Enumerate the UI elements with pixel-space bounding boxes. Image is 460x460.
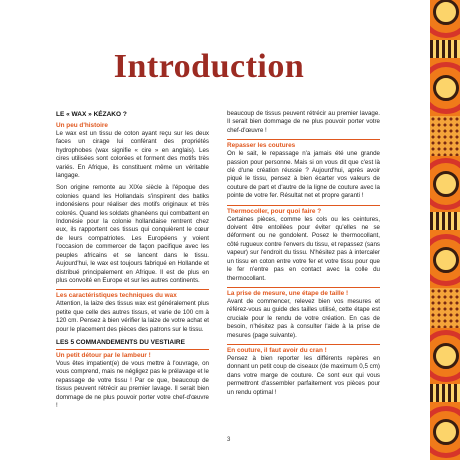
wax-ring-motif (430, 0, 460, 38)
paragraph-notches: Pensez à bien reporter les différents repères en donnant un petit coup de ciseaux (de maximum 0,5 cm) dans votre marge de couture. Ce sont eux qui vous permettront d'assembler parfaitement vos pièces pour un rendu optimal ! (227, 354, 380, 396)
subheading-measurements: La prise de mesure, une étape de taille ! (227, 287, 380, 298)
paragraph-prewash: Vous êtes impatient(e) de vous mettre à l'ouvrage, on vous comprend, mais ne négligez pas le prélavage et le repassage de votre tissu ! Par ce que, beaucoup de tissus peuvent rétrécir au premier lavage. Il serait bien dommage de ne plus pouvoir porter votre chef-d'œuvre ! (56, 359, 209, 409)
paragraph-technical: Attention, la laize des tissus wax est généralement plus petite que celle des autres tissus, et varie de 100 cm à 120 cm. Pensez à bien vérifier la laize de votre achat et pour le placement des pièces des patrons sur le tissu. (56, 300, 209, 333)
paragraph-history-1: Le wax est un tissu de coton ayant reçu sur les deux faces un cirage lui conférant des propriétés hydrophobes (wax signifie « cire » en anglais). Les cires utilisées sont colorées et forment des motifs très variés. En Afrique, ils constituent même un véritable langage. (56, 130, 209, 180)
subheading-ironing: Repasser les coutures (227, 139, 380, 150)
wax-pattern-border (430, 0, 460, 460)
page-title: Introduction (113, 48, 305, 85)
paragraph-continued: beaucoup de tissus peuvent rétrécir au premier lavage. Il serait bien dommage de ne plus pouvoir porter votre chef-d'œuvre ! (227, 110, 380, 134)
paragraph-ironing: On le sait, le repassage n'a jamais été une grande passion pour personne. Mais si on vous dit que c'est là clé d'une création réussie ? Aujourd'hui, après avoir piqué le tissu, pensez à bien écarter vos valeurs de couture de part et d'autre de la ligne de couture avec la pointe de votre fer. Résultat net et propre garanti ! (227, 150, 380, 200)
wax-band-motif (430, 212, 460, 230)
wax-ring-motif (430, 406, 460, 458)
wax-band-motif (430, 384, 460, 402)
subheading-prewash: Un petit détour par le lambeur ! (56, 349, 209, 360)
paragraph-interfacing: Certaines pièces, comme les cols ou les ceintures, doivent être entoilées pour éviter qu'elles ne se déforment ou ne gondolent. Posez le thermocollant, côté rugueux contre l'envers du tissu, et repassez (sans vapeur) sur l'endroit du tissu. N'hésitez pas à intercaler un tissu en coton entre votre fer et votre tissu pour que le fer n'entre pas en contact avec la colle du thermocollant. (227, 215, 380, 282)
subheading-history: Un peu d'histoire (56, 122, 108, 129)
wax-ring-motif (430, 330, 460, 382)
subheading-interfacing: Thermocoller, pour quoi faire ? (227, 205, 380, 216)
section-heading-wax: LE « WAX » KÉZAKO ? (56, 111, 127, 118)
wax-dot-motif (430, 116, 460, 156)
paragraph-history-2: Son origine remonte au XIXe siècle à l'époque des colonies quand les Hollandais s'inspirent des batiks indonésiens pour réaliser des motifs originaux et très colorés. Quand les soldats ghanéens qui combattent en Indonésie pour la colonie hollandaise rentrent chez eux, ils rapportent ces tissus qui conquièrent le cœur de leurs compatriotes. Les Européens y voient l'occasion de commercer de façon pacifique avec les peuples africains et se lancent dans le tissu. Aujourd'hui, le wax est toujours fabriqué en Hollande et distribué principalement en Afrique. Il est de plus en plus convoité en Europe et sur les autres continents. (56, 184, 209, 284)
subheading-technical: Les caractéristiques techniques du wax (56, 289, 209, 300)
right-column (227, 110, 380, 401)
left-column (56, 110, 209, 414)
page-number: 3 (227, 437, 231, 443)
wax-dot-motif (430, 288, 460, 328)
subheading-notches: En couture, il faut avoir du cran ! (227, 344, 380, 355)
paragraph-measurements: Avant de commencer, relevez bien vos mesures et référez-vous au guide des tailles utilisé, cette étape est cruciale pour le rendu de votre création. En cas de besoin, n'hésitez pas à consulter l'aide à la prise de mesures (page suivante). (227, 297, 380, 339)
wax-ring-motif (430, 62, 460, 114)
wax-ring-motif (430, 234, 460, 286)
wax-band-motif (430, 40, 460, 58)
wax-ring-motif (430, 158, 460, 210)
section-heading-commandments: LES 5 COMMANDEMENTS DU VESTIAIRE (56, 338, 185, 346)
